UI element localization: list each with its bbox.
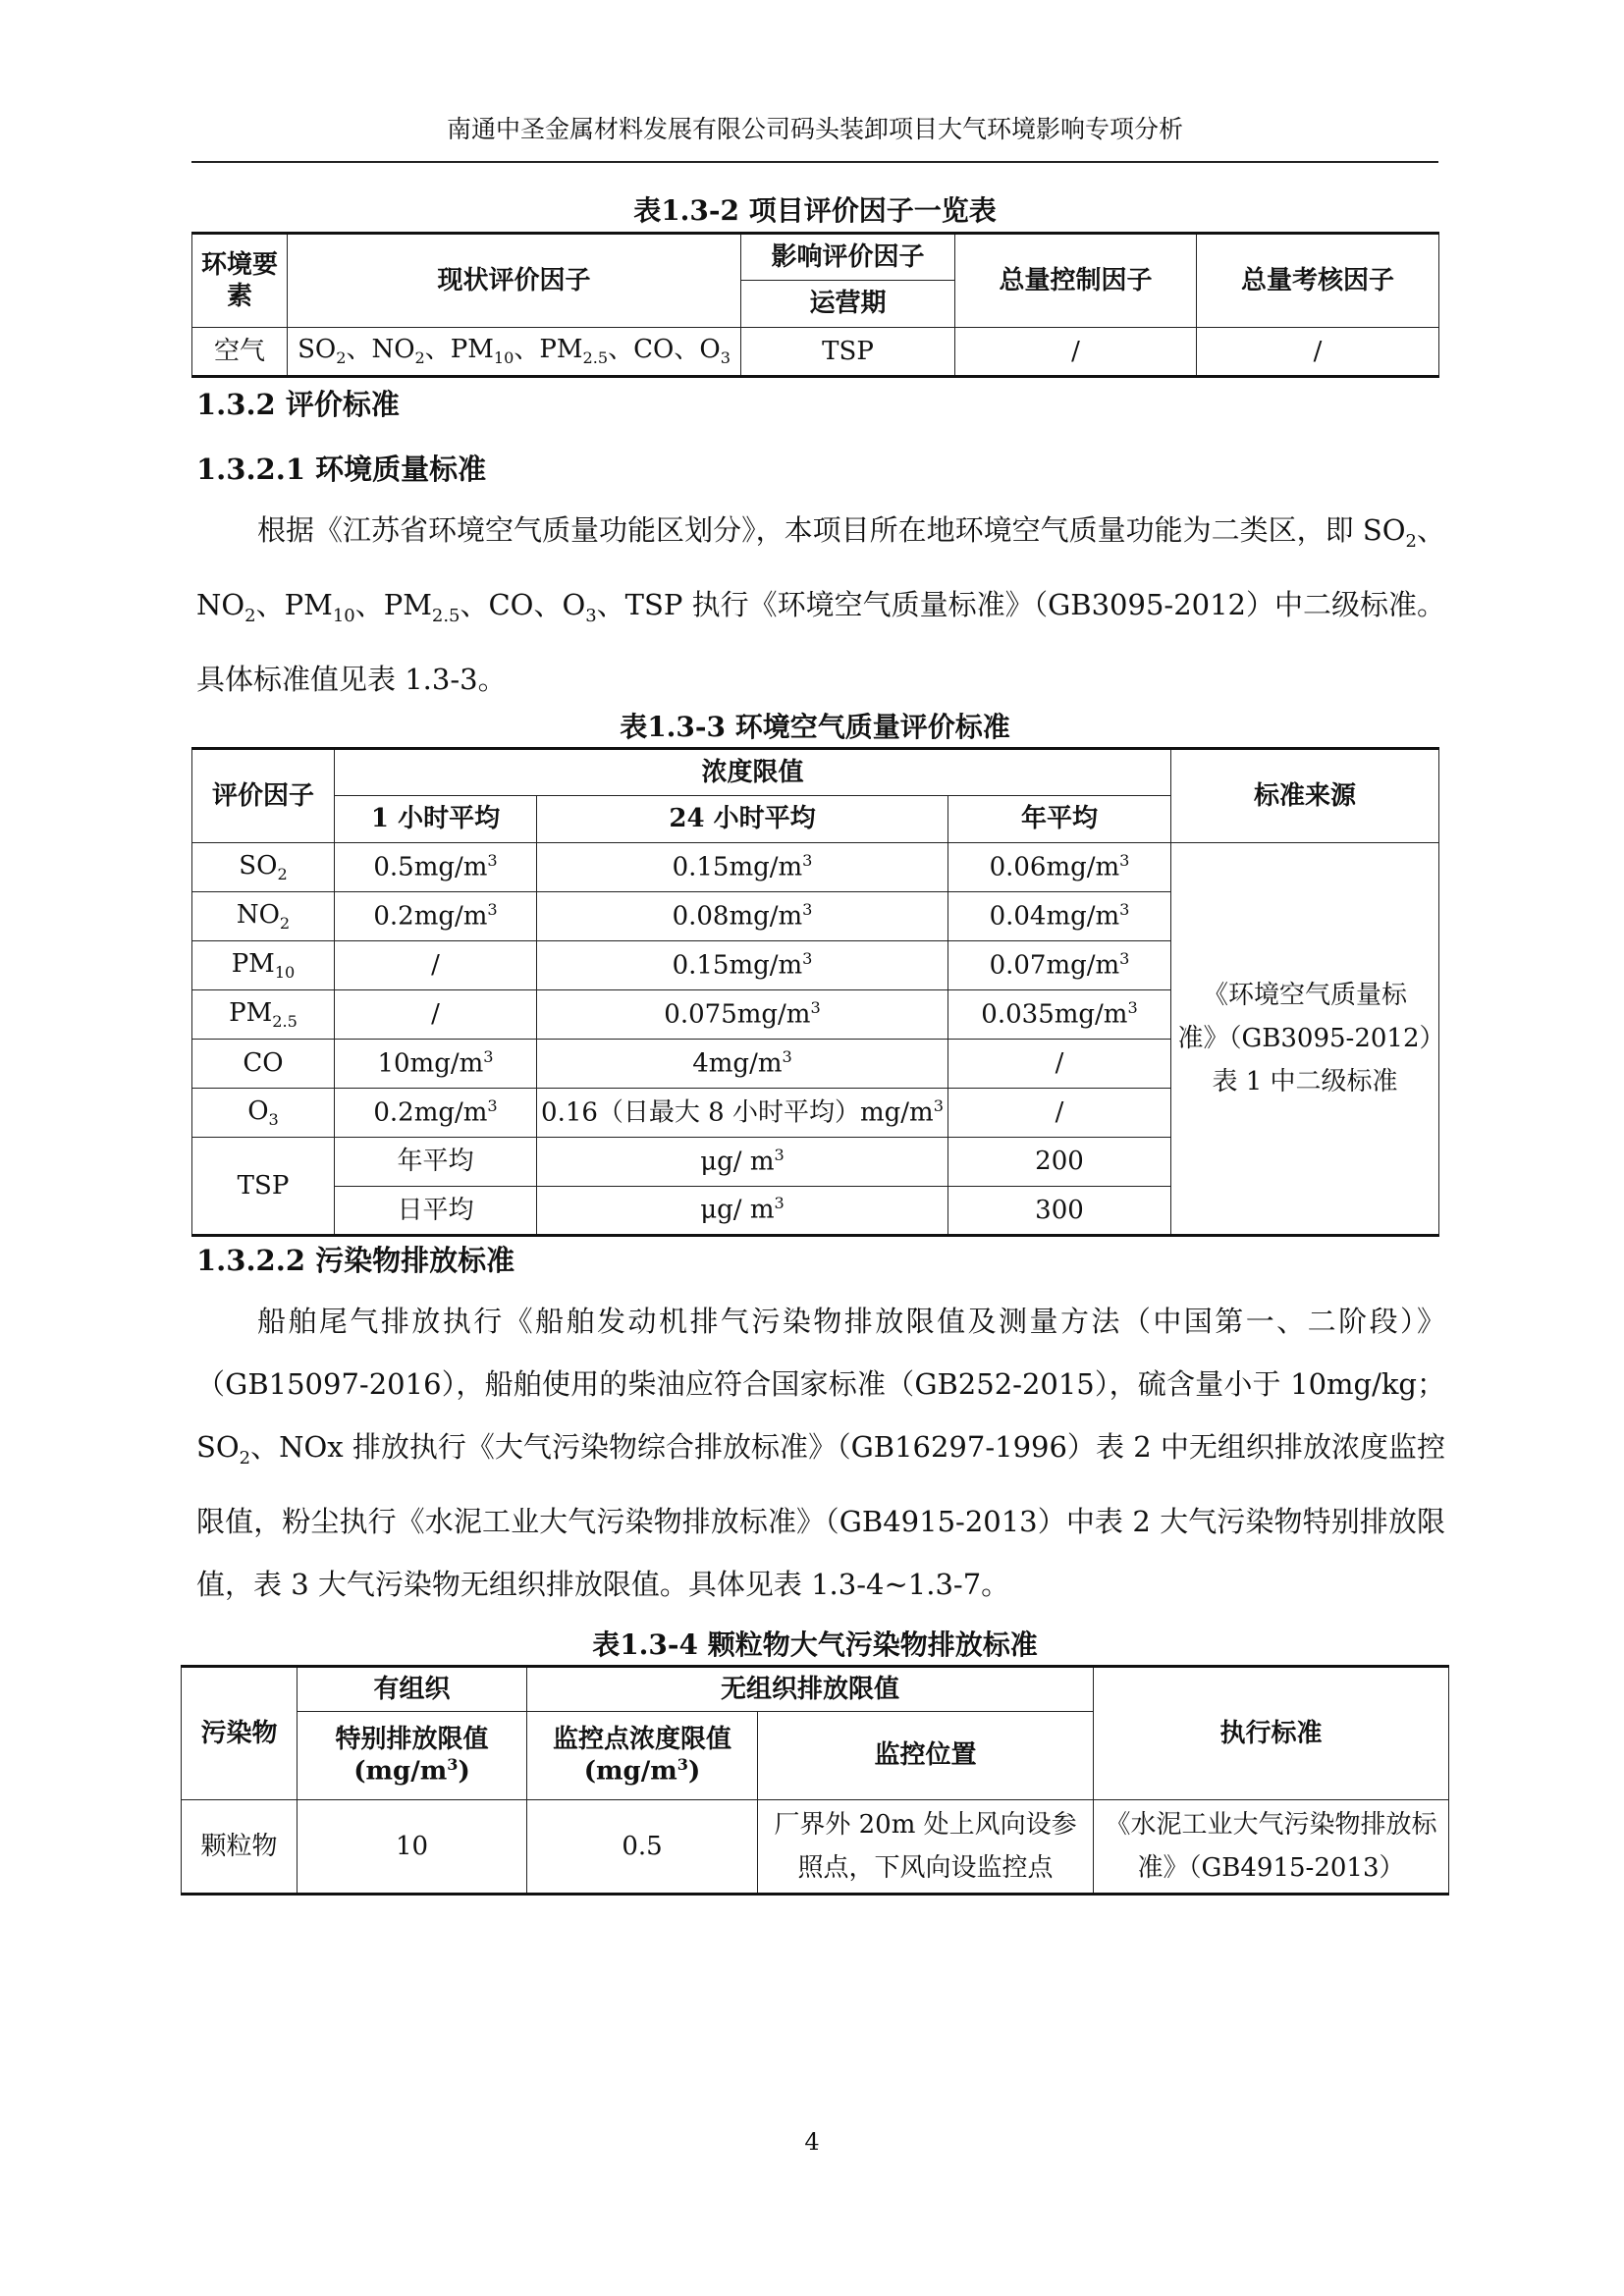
col-header-standard: 执行标准 [1094, 1667, 1449, 1800]
col-header-unorganized: 无组织排放限值 [527, 1667, 1094, 1712]
tsp-period-cell: 年平均 [335, 1138, 537, 1187]
limit-1h-cell: $10mg/m^3$ [335, 1040, 537, 1089]
col-header-year: 年平均 [948, 796, 1171, 843]
col-header-organized: 有组织 [298, 1667, 527, 1712]
tsp-unit-cell: μg/ $m^3$ [537, 1187, 948, 1236]
col-header-1h: 1 小时平均 [335, 796, 537, 843]
limit-1h-cell: $0.5mg/m^3$ [335, 843, 537, 892]
paragraph-text: 船舶尾气排放执行《船舶发动机排气污染物排放限值及测量方法（中国第一、二阶段）》（GB15097-2016），船舶使用的柴油应符合国家标准（GB252-2015），硫含量小于 10mg/kg；$SO_2$、NOx 排放执行《大气污染物综合排放标准》（GB16297-1996）表 2 中无组织排放浓度监控限值，粉尘执行《水泥工业大气污染物排放标准》（GB4915-2013）中表 2 大气污染物特别排放限值，表 3 大气污染物无组织排放限值。具体见表 1.3-4~1.3-7。 [196, 1305, 1445, 1601]
limit-1h-cell: $0.2mg/m^3$ [335, 892, 537, 941]
factor-cell: $NO_2$ [192, 892, 335, 941]
table-cell: 颗粒物 [182, 1800, 298, 1895]
col-header-total-control: 总量控制因子 [955, 234, 1197, 328]
col-header-monitor-pos: 监控位置 [758, 1712, 1094, 1800]
limit-24h-cell: $0.15mg/m^3$ [537, 843, 948, 892]
tsp-period-cell: 日平均 [335, 1187, 537, 1236]
col-header-current: 现状评价因子 [288, 234, 741, 328]
table-cell: TSP [741, 328, 955, 377]
limit-1h-cell: / [335, 941, 537, 990]
page-header: 南通中圣金属材料发展有限公司码头装卸项目大气环境影响专项分析 [191, 110, 1438, 163]
table-caption: 表1.3-2 项目评价因子一览表 [633, 194, 997, 227]
tsp-value-cell: 300 [948, 1187, 1171, 1236]
paragraph [196, 499, 1445, 711]
limit-year-cell: / [948, 1089, 1171, 1138]
col-header-24h: 24 小时平均 [537, 796, 948, 843]
table-cell: 10 [298, 1800, 527, 1895]
col-header-operation: 运营期 [741, 281, 955, 328]
factor-cell: $PM_{10}$ [192, 941, 335, 990]
limit-year-cell: $0.07mg/m^3$ [948, 941, 1171, 990]
table-cell: 厂界外 20m 处上风向设参照点，下风向设监控点 [758, 1800, 1094, 1895]
section-heading: 1.3.2.1 环境质量标准 [196, 453, 487, 486]
table-caption: 表1.3-3 环境空气质量评价标准 [620, 711, 1010, 743]
col-header-pollutant: 污染物 [182, 1667, 298, 1800]
page-number: 4 [804, 2128, 820, 2156]
limit-year-cell: $0.035mg/m^3$ [948, 990, 1171, 1040]
section-heading: 1.3.2 评价标准 [196, 388, 400, 421]
paragraph-text: 根据《江苏省环境空气质量功能区划分》，本项目所在地环境空气质量功能为二类区，即 $SO_2$、$NO_2$、$PM_{10}$、$PM_{2.5}$、CO、$O_3$、TSP 执行《环境空气质量标准》（GB3095-2012）中二级标准。具体标准值见表 1.3-3。 [196, 513, 1445, 696]
limit-year-cell: / [948, 1040, 1171, 1089]
factor-cell: $SO_2$ [192, 843, 335, 892]
paragraph [196, 1290, 1445, 1616]
table-cell: / [955, 328, 1197, 377]
tsp-unit-cell: μg/ $m^3$ [537, 1138, 948, 1187]
table-caption: 表1.3-4 颗粒物大气污染物排放标准 [592, 1629, 1038, 1661]
limit-24h-cell: $0.15mg/m^3$ [537, 941, 948, 990]
factor-cell: CO [192, 1040, 335, 1089]
table-cell: $SO_2$、$NO_2$、$PM_{10}$、$PM_{2.5}$、CO、$O_3$ [288, 328, 741, 377]
col-header-env: 环境要素 [192, 234, 288, 328]
col-header-source: 标准来源 [1171, 749, 1439, 843]
col-header-limit: 浓度限值 [335, 749, 1171, 796]
particulate-emission-table [181, 1665, 1449, 1896]
limit-year-cell: $0.04mg/m^3$ [948, 892, 1171, 941]
col-header-factor: 评价因子 [192, 749, 335, 843]
table-row [192, 843, 1439, 892]
table-cell: 《水泥工业大气污染物排放标准》（GB4915-2013） [1094, 1800, 1449, 1895]
section-heading: 1.3.2.2 污染物排放标准 [196, 1244, 515, 1277]
evaluation-factors-table [191, 232, 1439, 378]
table-cell: 空气 [192, 328, 288, 377]
col-header-monitor-conc: 监控点浓度限值 $(mg/m^3)$ [527, 1712, 758, 1800]
standard-source-cell: 《环境空气质量标准》（GB3095-2012）表 1 中二级标准 [1171, 843, 1439, 1236]
col-header-impact: 影响评价因子 [741, 234, 955, 281]
col-header-total-assess: 总量考核因子 [1197, 234, 1439, 328]
limit-1h-cell: / [335, 990, 537, 1040]
table-cell: 0.5 [527, 1800, 758, 1895]
limit-24h-cell: $0.075mg/m^3$ [537, 990, 948, 1040]
factor-cell: $PM_{2.5}$ [192, 990, 335, 1040]
limit-24h-cell: $4mg/m^3$ [537, 1040, 948, 1089]
factor-cell: $O_3$ [192, 1089, 335, 1138]
factor-cell: TSP [192, 1138, 335, 1236]
air-quality-standard-table [191, 747, 1439, 1237]
limit-year-cell: $0.06mg/m^3$ [948, 843, 1171, 892]
col-header-special-limit: 特别排放限值 $(mg/m^3)$ [298, 1712, 527, 1800]
table-cell: / [1197, 328, 1439, 377]
limit-24h-cell: $0.08mg/m^3$ [537, 892, 948, 941]
tsp-value-cell: 200 [948, 1138, 1171, 1187]
limit-1h-cell: $0.2mg/m^3$ [335, 1089, 537, 1138]
limit-24h-cell: 0.16（日最大 8 小时平均）$mg/m^3$ [537, 1089, 948, 1138]
